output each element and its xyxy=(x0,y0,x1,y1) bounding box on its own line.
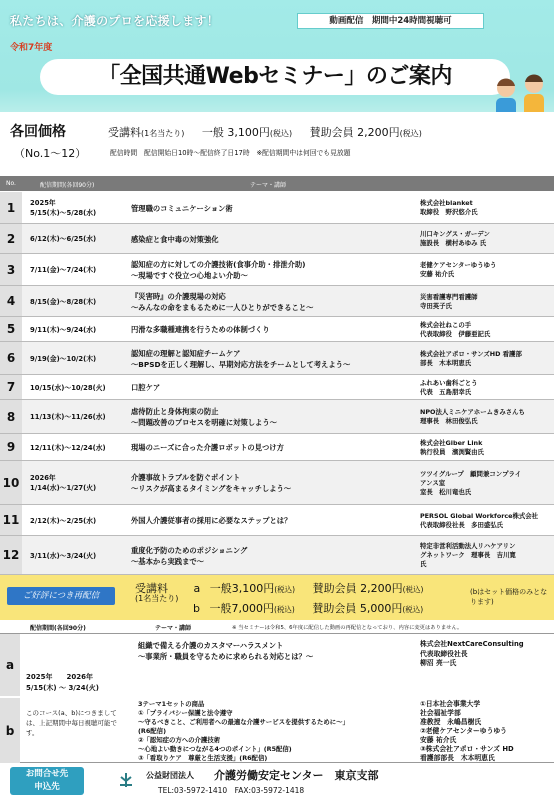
session-lecturer-line: 株式会社アポロ・サンズHD 看護部 xyxy=(420,349,522,358)
session-theme-line: ～基本から実践まで～ xyxy=(131,556,204,566)
session-theme xyxy=(131,203,411,214)
b-lecturer-line: 看護部部長 木本明恵氏 xyxy=(420,754,495,762)
b-theme-line: ③「看取りケア 尊厳と生活支援」(R6配信) xyxy=(138,754,268,762)
general-tax: (税込) xyxy=(269,129,293,138)
b-theme-line: ～守るべきこと、ご利用者への最適な介護サービスを提供するために～」 xyxy=(138,718,349,726)
table-row xyxy=(0,375,554,400)
session-theme-line: ～リスクが高まるタイミングをキャッチしよう～ xyxy=(131,484,292,493)
rerun-fee-text: 受講料 xyxy=(135,582,168,595)
session-lecturer-line: 理事長 林田俊弘氏 xyxy=(420,417,478,425)
b-theme-line: ②「認知症の方への介護技術 xyxy=(138,736,221,744)
session-lecturer-line: 代表取締役 伊藤亜記氏 xyxy=(420,329,491,338)
session-lecturer-line: 部長 木本明恵氏 xyxy=(420,358,472,367)
session-lecturer-line: 安藤 祐介氏 xyxy=(420,270,455,278)
rerun-b-tax: (税込) xyxy=(273,605,295,614)
t2-col-theme: テーマ・講師 xyxy=(155,625,192,632)
session-number: 8 xyxy=(0,400,22,433)
session-theme xyxy=(131,545,411,567)
session-theme-line: ～みんなの命をまもるために一人ひとりができること～ xyxy=(131,302,314,312)
session-lecturer-line: グネットワーク 理事長 吉川寛 xyxy=(420,551,516,559)
pricing-label: 各回価格 xyxy=(10,124,66,140)
session-period xyxy=(30,412,106,422)
session-theme xyxy=(131,382,411,393)
session-theme-line: 口腔ケア xyxy=(131,383,161,392)
session-period-line: 7/11(金)～7/24(木) xyxy=(30,266,97,274)
org-tel: TEL:03-5972-1410 FAX:03-5972-1418 xyxy=(158,786,305,795)
rerun-line-b xyxy=(135,600,423,616)
session-lecturer-line: アンス室 xyxy=(420,478,446,487)
section-a-lecturer xyxy=(420,640,552,669)
session-number: 6 xyxy=(0,342,22,374)
session-lecturer xyxy=(420,439,552,457)
header-banner xyxy=(0,0,554,112)
table-row xyxy=(0,192,554,224)
session-period-line: 12/11(木)～12/24(水) xyxy=(30,443,106,452)
rerun-a-tax: (税込) xyxy=(274,585,296,594)
section-a-theme xyxy=(138,640,408,662)
fee-text: 受講料 xyxy=(108,126,141,139)
session-lecturer-line: 株式会社blanket xyxy=(420,199,473,207)
fiscal-year: 令和7年度 xyxy=(10,43,53,53)
session-theme-line: 重度化予防のためのポジショニング xyxy=(131,545,248,555)
session-theme-line: 『災害時』の介護現場の対応 xyxy=(131,291,226,301)
pricing-section xyxy=(0,112,554,172)
session-period-line: 9/19(金)～10/2(木) xyxy=(30,354,97,363)
session-lecturer xyxy=(420,199,552,217)
section-a-label: a xyxy=(0,634,20,696)
rerun-a-tax2: (税込) xyxy=(402,585,424,594)
b-theme-line: ～心地よい動きにつながる4つのポイント」(R5配信) xyxy=(138,745,292,753)
rerun-fee-unit: (1名当たり) xyxy=(135,594,179,603)
stream-info-badge: 動画配信 期間中24時間視聴可 xyxy=(297,13,484,29)
rerun-period-years: 2025年 2026年 xyxy=(26,673,93,681)
contact-line2: 申込先 xyxy=(34,782,60,792)
session-lecturer-line: 特定非営利活動法人リハケアリン xyxy=(420,542,516,550)
session-theme xyxy=(131,515,411,526)
session-number: 11 xyxy=(0,505,22,535)
pricing-note: 配信時間 配信開始日10時～配信終了日17時 ※配信期間中は何回でも見放題 xyxy=(110,149,351,157)
session-period xyxy=(30,443,106,453)
b-theme-line: ①「プライバシー保護と法令遵守 xyxy=(138,709,233,717)
session-theme-line: 認知症の理解と認知症チームケア xyxy=(131,348,241,358)
session-lecturer-line: ふれあい歯科ごとう xyxy=(420,378,478,387)
session-lecturer xyxy=(420,230,552,248)
table-row xyxy=(0,461,554,505)
session-lecturer-line: 取締役 野沢悠介氏 xyxy=(420,208,478,216)
session-period-line: 2025年 xyxy=(30,199,56,207)
session-number: 5 xyxy=(0,317,22,341)
supporting-tax: (税込) xyxy=(399,129,422,138)
col-theme: テーマ・講師 xyxy=(250,182,287,189)
section-b-lecturer xyxy=(420,700,552,763)
table-row xyxy=(0,434,554,461)
col-no: No. xyxy=(6,180,16,187)
session-theme-line: 虐待防止と身体拘束の防止 xyxy=(131,407,219,416)
session-period-line: 3/11(水)～3/24(火) xyxy=(30,551,97,560)
session-period-line: 5/15(木)～5/28(水) xyxy=(30,209,97,217)
session-number: 9 xyxy=(0,434,22,460)
table-row xyxy=(0,400,554,434)
session-number: 7 xyxy=(0,375,22,399)
contact-box xyxy=(10,767,84,795)
session-lecturer xyxy=(420,542,552,569)
b-lecturer-line: ②老健ケアセンターゆうゆう xyxy=(420,727,507,735)
rerun-note: このコース(a、b)につきましては、上記期間中毎日視聴可能です。 xyxy=(26,709,117,737)
t2-note: ※ 当セミナーは令和5、6年度に配信した動画の再配信となっており、内容に変更はありません。 xyxy=(232,625,463,631)
session-lecturer-line: 代表取締役社長 多田盛弘氏 xyxy=(420,520,504,529)
session-theme-line: 円滑な多職種連携を行うための体制づくり xyxy=(131,325,270,334)
session-lecturer xyxy=(420,408,552,426)
session-lecturer-line: 施設長 横村あゆみ 氏 xyxy=(420,239,487,247)
session-lecturer-line: 室長 松川竜也氏 xyxy=(420,487,472,496)
rerun-b-general: 一般7,000円 xyxy=(209,602,274,615)
session-period xyxy=(30,551,96,561)
a-lecturer-line: 代表取締役社長 xyxy=(420,649,468,658)
session-lecturer-line: 老健ケアセンターゆうゆう xyxy=(420,261,497,269)
session-theme xyxy=(131,324,411,335)
page-title: 「全国共通Webセミナー」のご案内 xyxy=(40,59,510,95)
session-number: 2 xyxy=(0,224,22,253)
rerun-a-supporting: 賛助会員 2,200円 xyxy=(312,582,403,595)
session-period-line: 6/12(木)～6/25(水) xyxy=(30,235,97,243)
org-type: 公益財団法人 xyxy=(146,771,194,780)
session-theme xyxy=(131,348,411,370)
footer xyxy=(0,763,554,800)
session-lecturer-line: 災害看護専門看護師 xyxy=(420,292,478,301)
session-theme xyxy=(131,406,411,428)
table-row xyxy=(0,286,554,317)
a-lecturer-line: 株式会社NextCareConsulting xyxy=(420,640,524,648)
session-lecturer xyxy=(420,293,552,311)
session-theme-line: 認知症の方に対しての介護技術(食事介助・排泄介助) xyxy=(131,260,306,269)
session-number: 1 xyxy=(0,192,22,223)
rerun-side-note: (bはセット価格のみとなります) xyxy=(470,588,548,606)
pricing-fees xyxy=(108,124,422,140)
section-b-label: b xyxy=(0,697,20,764)
session-theme-line: 外国人介護従事者の採用に必要なステップとは？ xyxy=(131,516,292,525)
org-name: 介護労働安定センター 東京支部 xyxy=(214,769,379,782)
session-theme xyxy=(131,442,411,453)
session-lecturer-line: NPO法人ミニケアホームきみさんち xyxy=(420,408,525,416)
session-period xyxy=(30,516,96,526)
b-lecturer-line: ①日本社会事業大学 xyxy=(420,700,481,708)
session-number: 12 xyxy=(0,536,22,574)
session-period-line: 2026年 xyxy=(30,474,56,482)
rerun-button[interactable]: ご好評につき再配信 xyxy=(7,587,115,605)
session-theme-line: 現場のニーズに合った介護ロボットの見つけ方 xyxy=(131,443,284,452)
table-row xyxy=(0,342,554,375)
session-lecturer xyxy=(420,350,552,368)
b-lecturer-line: ③株式会社アポロ・サンズ HD xyxy=(420,745,514,753)
rerun-b-label: b xyxy=(193,602,200,615)
general-price: 一般 3,100円 xyxy=(201,126,270,139)
fee-unit: (1名当たり) xyxy=(141,129,185,138)
session-theme xyxy=(131,259,411,281)
session-lecturer xyxy=(420,512,552,530)
table-row xyxy=(0,254,554,286)
session-number: 3 xyxy=(0,254,22,285)
session-number: 10 xyxy=(0,461,22,504)
b-theme-line: 3テーマ1セットの商品 xyxy=(138,700,205,708)
pricing-range: （No.1～12） xyxy=(14,147,87,160)
session-period xyxy=(30,473,96,493)
session-lecturer-line: 代表 五島朋幸氏 xyxy=(420,387,472,396)
session-period xyxy=(30,265,96,275)
org-logo-icon xyxy=(118,771,134,789)
session-theme xyxy=(131,234,411,245)
session-lecturer xyxy=(420,379,552,397)
session-theme-line: 感染症と食中毒の対策強化 xyxy=(131,234,219,244)
session-theme-line: 管理職のコミュニケーション術 xyxy=(131,203,233,213)
rerun-b-supporting: 賛助会員 5,000円 xyxy=(312,602,403,615)
rerun-a-general: 一般3,100円 xyxy=(209,582,275,595)
session-lecturer xyxy=(420,321,552,339)
tagline: 私たちは、介護のプロを応援します！ xyxy=(10,14,220,28)
session-lecturer-line: ツツイグループ 顧問兼コンプライ xyxy=(420,469,522,478)
session-period-line: 11/13(木)～11/26(水) xyxy=(30,413,106,421)
session-lecturer-line: 氏 xyxy=(420,560,427,568)
session-theme-line: ～BPSDを正しく理解し、早期対応方法をチームとして考えよう～ xyxy=(131,359,351,369)
session-period xyxy=(30,325,96,335)
session-period xyxy=(30,234,96,244)
b-lecturer-line: 社会福祉学部 xyxy=(420,709,461,717)
b-theme-line: (R6配信) xyxy=(138,727,166,735)
col-period: 配信期間(各回90分) xyxy=(40,182,95,189)
table2-header xyxy=(0,621,554,633)
session-period xyxy=(30,383,106,393)
session-lecturer-line: 執行役員 濱渕賢由氏 xyxy=(420,447,484,456)
rerun-period xyxy=(26,672,99,694)
session-period xyxy=(30,354,96,364)
rerun-band xyxy=(0,575,554,620)
session-period-line: 9/11(木)～9/24(水) xyxy=(30,325,97,334)
session-lecturer-line: 株式会社Giber Link xyxy=(420,438,483,447)
session-period-line: 8/15(金)～8/28(木) xyxy=(30,297,97,306)
session-theme xyxy=(131,472,411,494)
session-theme xyxy=(131,291,411,313)
table-row xyxy=(0,505,554,536)
a-lecturer-line: 柳沼 亮一氏 xyxy=(420,659,457,667)
table-row xyxy=(0,536,554,575)
session-period xyxy=(30,297,96,307)
b-lecturer-line: 准教授 永嶋昌樹氏 xyxy=(420,718,482,726)
table-row xyxy=(0,317,554,342)
session-lecturer-line: 株式会社ねこの手 xyxy=(420,320,472,329)
session-period-line: 2/12(木)～2/25(水) xyxy=(30,516,97,525)
session-lecturer xyxy=(420,261,552,279)
a-theme-line: 組織で備える介護のカスタマーハラスメント xyxy=(138,641,284,650)
session-number: 4 xyxy=(0,286,22,316)
rerun-period-dates: 5/15(木) ～ 3/24(火) xyxy=(26,684,100,692)
t2-col-period: 配信期間(各回90分) xyxy=(30,625,86,632)
session-lecturer-line: 川口キングス・ガーデン xyxy=(420,230,490,238)
rerun-table xyxy=(0,633,554,763)
session-period xyxy=(30,198,96,218)
rerun-b-tax2: (税込) xyxy=(402,605,424,614)
session-theme-line: 介護事故トラブルを防ぐポイント xyxy=(131,473,241,482)
session-lecturer-line: 寺田英子氏 xyxy=(420,301,452,310)
supporting-price: 賛助会員 2,200円 xyxy=(309,126,400,139)
session-lecturer-line: PERSOL Global Workforce株式会社 xyxy=(420,511,539,520)
rerun-a-label: a xyxy=(193,582,201,595)
b-lecturer-line: 安藤 祐介氏 xyxy=(420,736,457,744)
contact-line1: お問合せ先 xyxy=(25,769,69,779)
section-b-theme xyxy=(138,700,418,763)
session-theme-line: ～現場ですぐ役立つ心地よい介助～ xyxy=(131,271,248,280)
table-header xyxy=(0,176,554,191)
table-row xyxy=(0,224,554,254)
a-theme-line: ～事業所・職員を守るために求められる対応とは？～ xyxy=(138,652,314,661)
session-period-line: 10/15(水)～10/28(火) xyxy=(30,383,106,392)
session-period-line: 1/14(水)～1/27(火) xyxy=(30,484,97,492)
session-theme-line: ～問題改善のプロセスを明確に対策しよう～ xyxy=(131,418,277,427)
session-lecturer xyxy=(420,470,552,497)
